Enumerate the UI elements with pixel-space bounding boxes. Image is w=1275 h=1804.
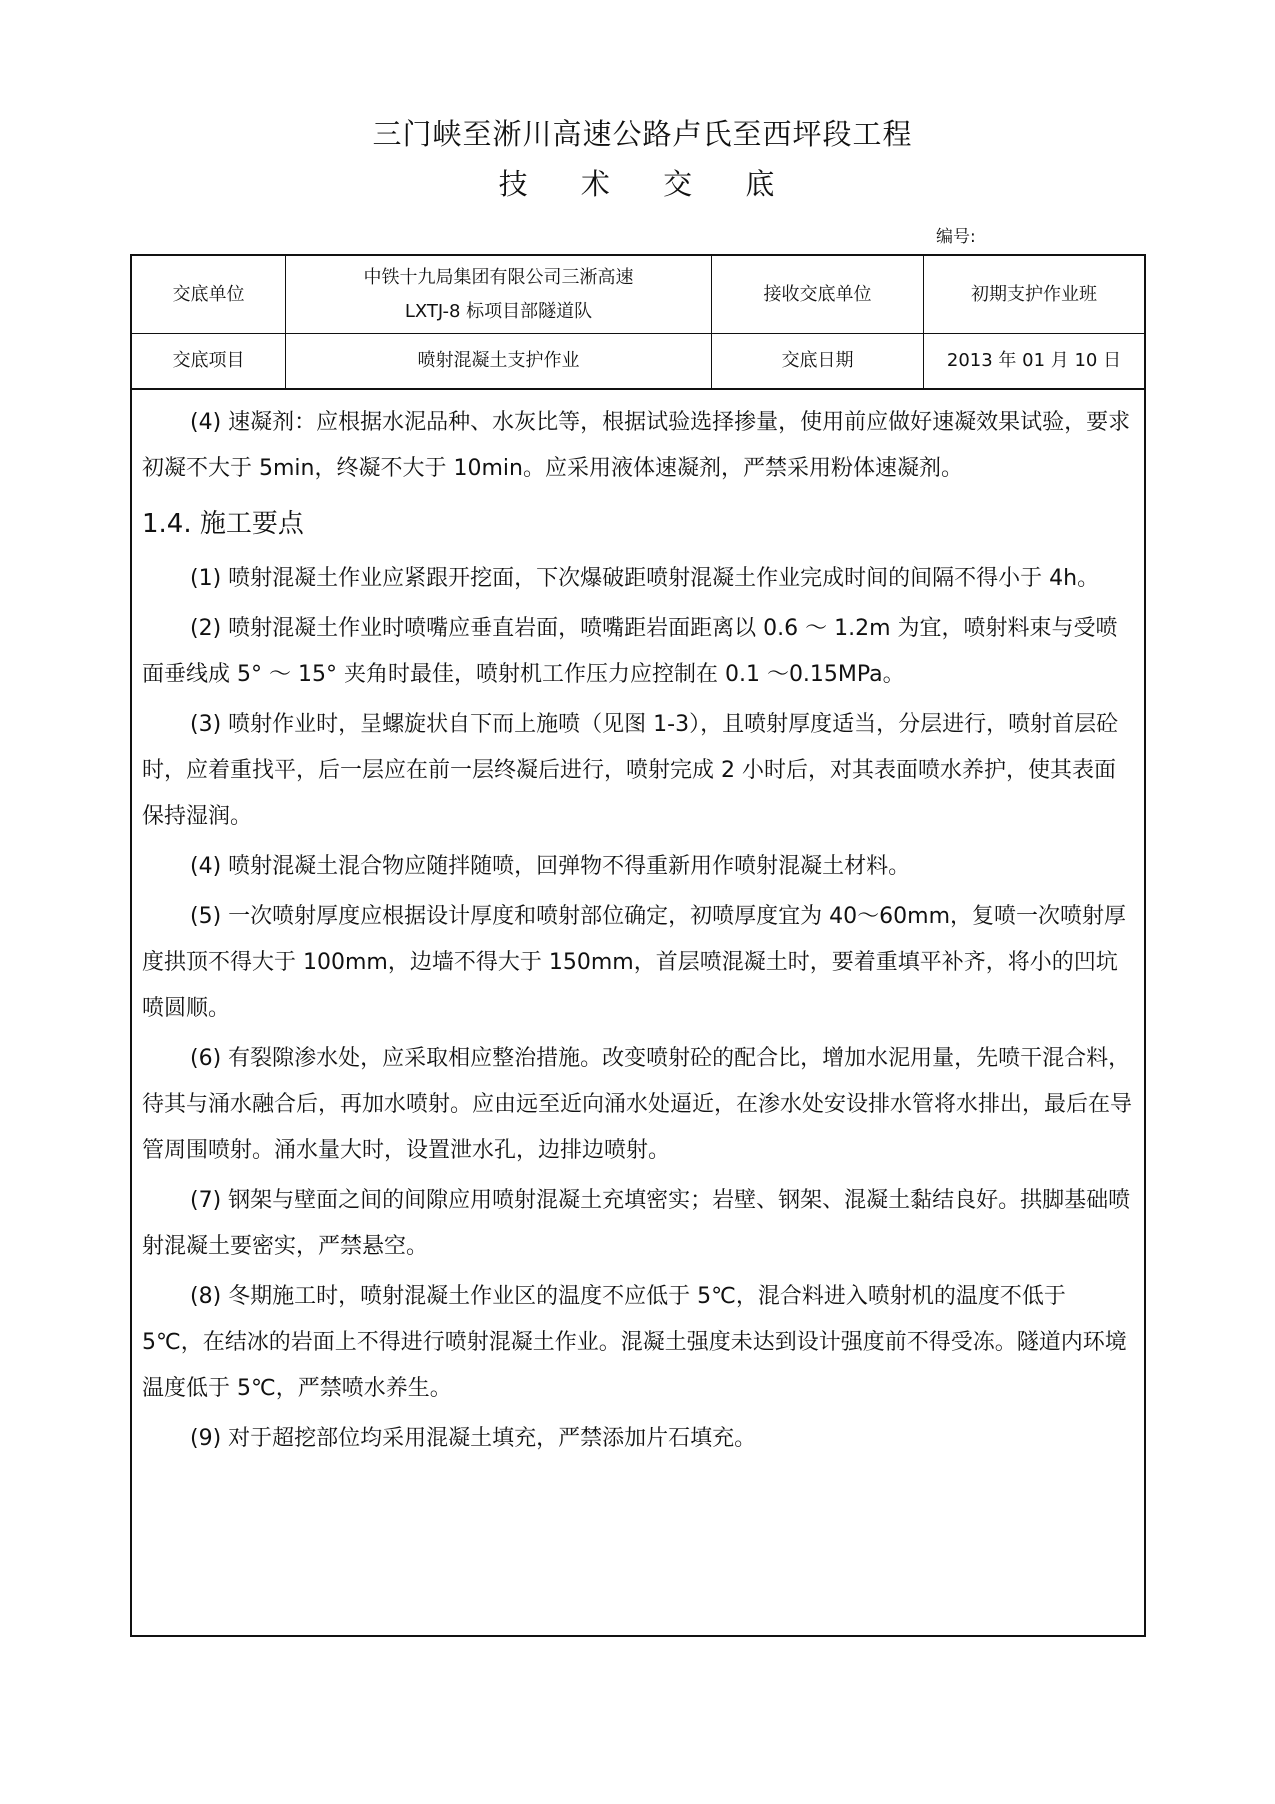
unit-value-line1: 中铁十九局集团有限公司三淅高速 <box>363 266 634 288</box>
date-value: 2013 年 01 月 10 日 <box>924 334 1144 390</box>
point-3: (3) 喷射作业时，呈螺旋状自下而上施喷（见图 1-3），且喷射厚度适当，分层进行，喷射首层砼时，应着重找平，后一层应在前一层终凝后进行，喷射完成 2 小时后，对其表面喷水养护，使其表面保持湿润。 <box>142 712 1119 829</box>
point-8: (8) 冬期施工时，喷射混凝土作业区的温度不应低于 5℃，混合料进入喷射机的温度不低于 5℃，在结冰的岩面上不得进行喷射混凝土作业。混凝土强度未达到设计强度前不得受冻。隧道内环境温度低于 5℃，严禁喷水养生。 <box>142 1284 1127 1401</box>
date-label: 交底日期 <box>712 334 924 390</box>
info-table <box>132 256 1144 392</box>
disclosure-form <box>130 254 1146 1637</box>
point-1: (1) 喷射混凝土作业应紧跟开挖面，下次爆破距喷射混凝土作业完成时间的间隔不得小于 4h。 <box>190 566 1100 591</box>
point-7: (7) 钢架与壁面之间的间隙应用喷射混凝土充填密实；岩壁、钢架、混凝土黏结良好。拱脚基础喷射混凝土要密实，严禁悬空。 <box>142 1188 1131 1259</box>
point-9: (9) 对于超挖部位均采用混凝土填充，严禁添加片石填充。 <box>190 1426 757 1451</box>
accelerator-paragraph: (4) 速凝剂：应根据水泥品种、水灰比等，根据试验选择掺量，使用前应做好速凝效果试验，要求初凝不大于 5min，终凝不大于 10min。应采用液体速凝剂，严禁采用粉体速凝剂。 <box>142 410 1131 481</box>
point-5: (5) 一次喷射厚度应根据设计厚度和喷射部位确定，初喷厚度宜为 40～60mm，复喷一次喷射厚度拱顶不得大于 100mm，边墙不得大于 150mm，首层喷混凝土时，要着重填平补齐，将小的凹坑喷圆顺。 <box>142 904 1127 1021</box>
receiver-value: 初期支护作业班 <box>924 256 1144 334</box>
unit-label: 交底单位 <box>132 256 286 334</box>
point-2: (2) 喷射混凝土作业时喷嘴应垂直岩面，喷嘴距岩面距离以 0.6 ～ 1.2m 为宜，喷射料束与受喷面垂线成 5° ～ 15° 夹角时最佳，喷射机工作压力应控制在 0.1 ～0.15MPa。 <box>142 616 1118 687</box>
receiver-label: 接收交底单位 <box>712 256 924 334</box>
content-body <box>142 392 1132 1462</box>
section-heading: 1.4. 施工要点 <box>142 509 304 539</box>
point-6: (6) 有裂隙渗水处，应采取相应整治措施。改变喷射砼的配合比，增加水泥用量，先喷干混合料，待其与涌水融合后，再加水喷射。应由远至近向涌水处逼近，在渗水处安设排水管将水排出，最后在导管周围喷射。涌水量大时，设置泄水孔，边排边喷射。 <box>142 1046 1133 1163</box>
unit-value <box>286 256 712 334</box>
item-value: 喷射混凝土支护作业 <box>286 334 712 390</box>
doc-number-label: 编号: <box>936 227 976 247</box>
item-label: 交底项目 <box>132 334 286 390</box>
unit-value-line2: LXTJ-8 标项目部隧道队 <box>404 300 593 322</box>
point-4: (4) 喷射混凝土混合物应随拌随喷，回弹物不得重新用作喷射混凝土材料。 <box>190 854 911 879</box>
document-title: 三门峡至淅川高速公路卢氏至西坪段工程 <box>372 117 913 151</box>
document-subtitle: 技 术 交 底 <box>498 167 797 201</box>
